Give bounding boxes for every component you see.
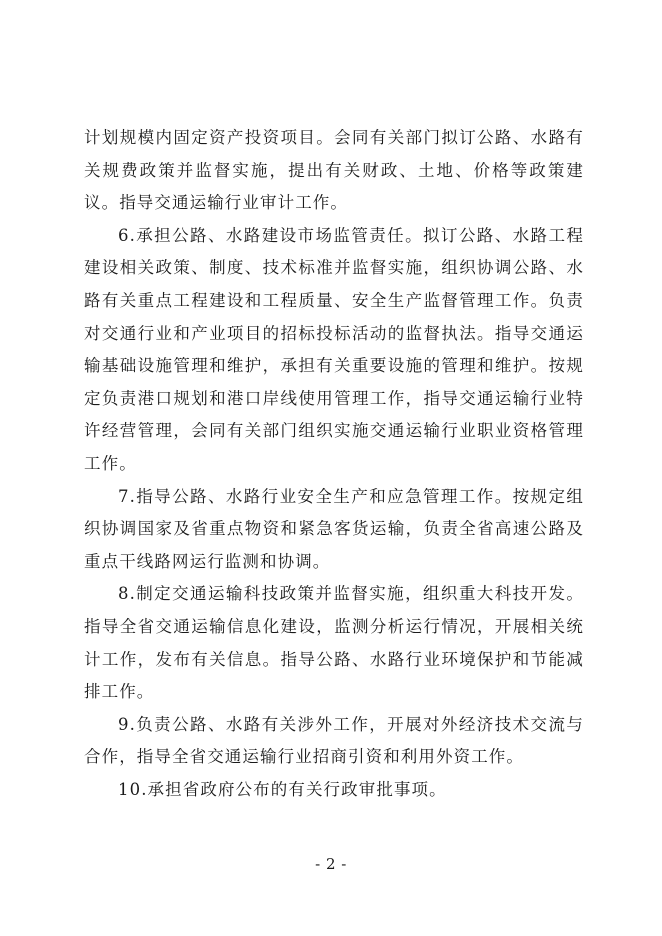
paragraph-item-9: 9.负责公路、水路有关涉外工作，开展对外经济技术交流与合作，指导全省交通运输行业招商引资和利用外资工作。 xyxy=(84,714,584,767)
document-body xyxy=(84,122,584,806)
page-number: - 2 - xyxy=(315,855,347,873)
paragraph-item-10: 10.承担省政府公布的有关行政审批事项。 xyxy=(118,779,447,799)
paragraph-continuation: 计划规模内固定资产投资项目。会同有关部门拟订公路、水路有关规费政策并监督实施，提出有关财政、土地、价格等政策建议。指导交通运输行业审计工作。 xyxy=(84,128,584,213)
paragraph-item-6: 6.承担公路、水路建设市场监管责任。拟订公路、水路工程建设相关政策、制度、技术标准并监督实施，组织协调公路、水路有关重点工程建设和工程质量、安全生产监督管理工作。负责对交通行业和产业项目的招标投标活动的监督执法。指导交通运输基础设施管理和维护，承担有关重要设施的管理和维护。按规定负责港口规划和港口岸线使用管理工作，指导交通运输行业特许经营管理，会同有关部门组织实施交通运输行业职业资格管理工作。 xyxy=(84,225,584,473)
paragraph-item-8: 8.制定交通运输科技政策并监督实施，组织重大科技开发。指导全省交通运输信息化建设，监测分析运行情况，开展相关统计工作，发布有关信息。指导公路、水路行业环境保护和节能减排工作。 xyxy=(84,584,584,702)
paragraph-item-7: 7.指导公路、水路行业安全生产和应急管理工作。按规定组织协调国家及省重点物资和紧急客货运输，负责全省高速公路及重点干线路网运行监测和协调。 xyxy=(84,486,584,571)
